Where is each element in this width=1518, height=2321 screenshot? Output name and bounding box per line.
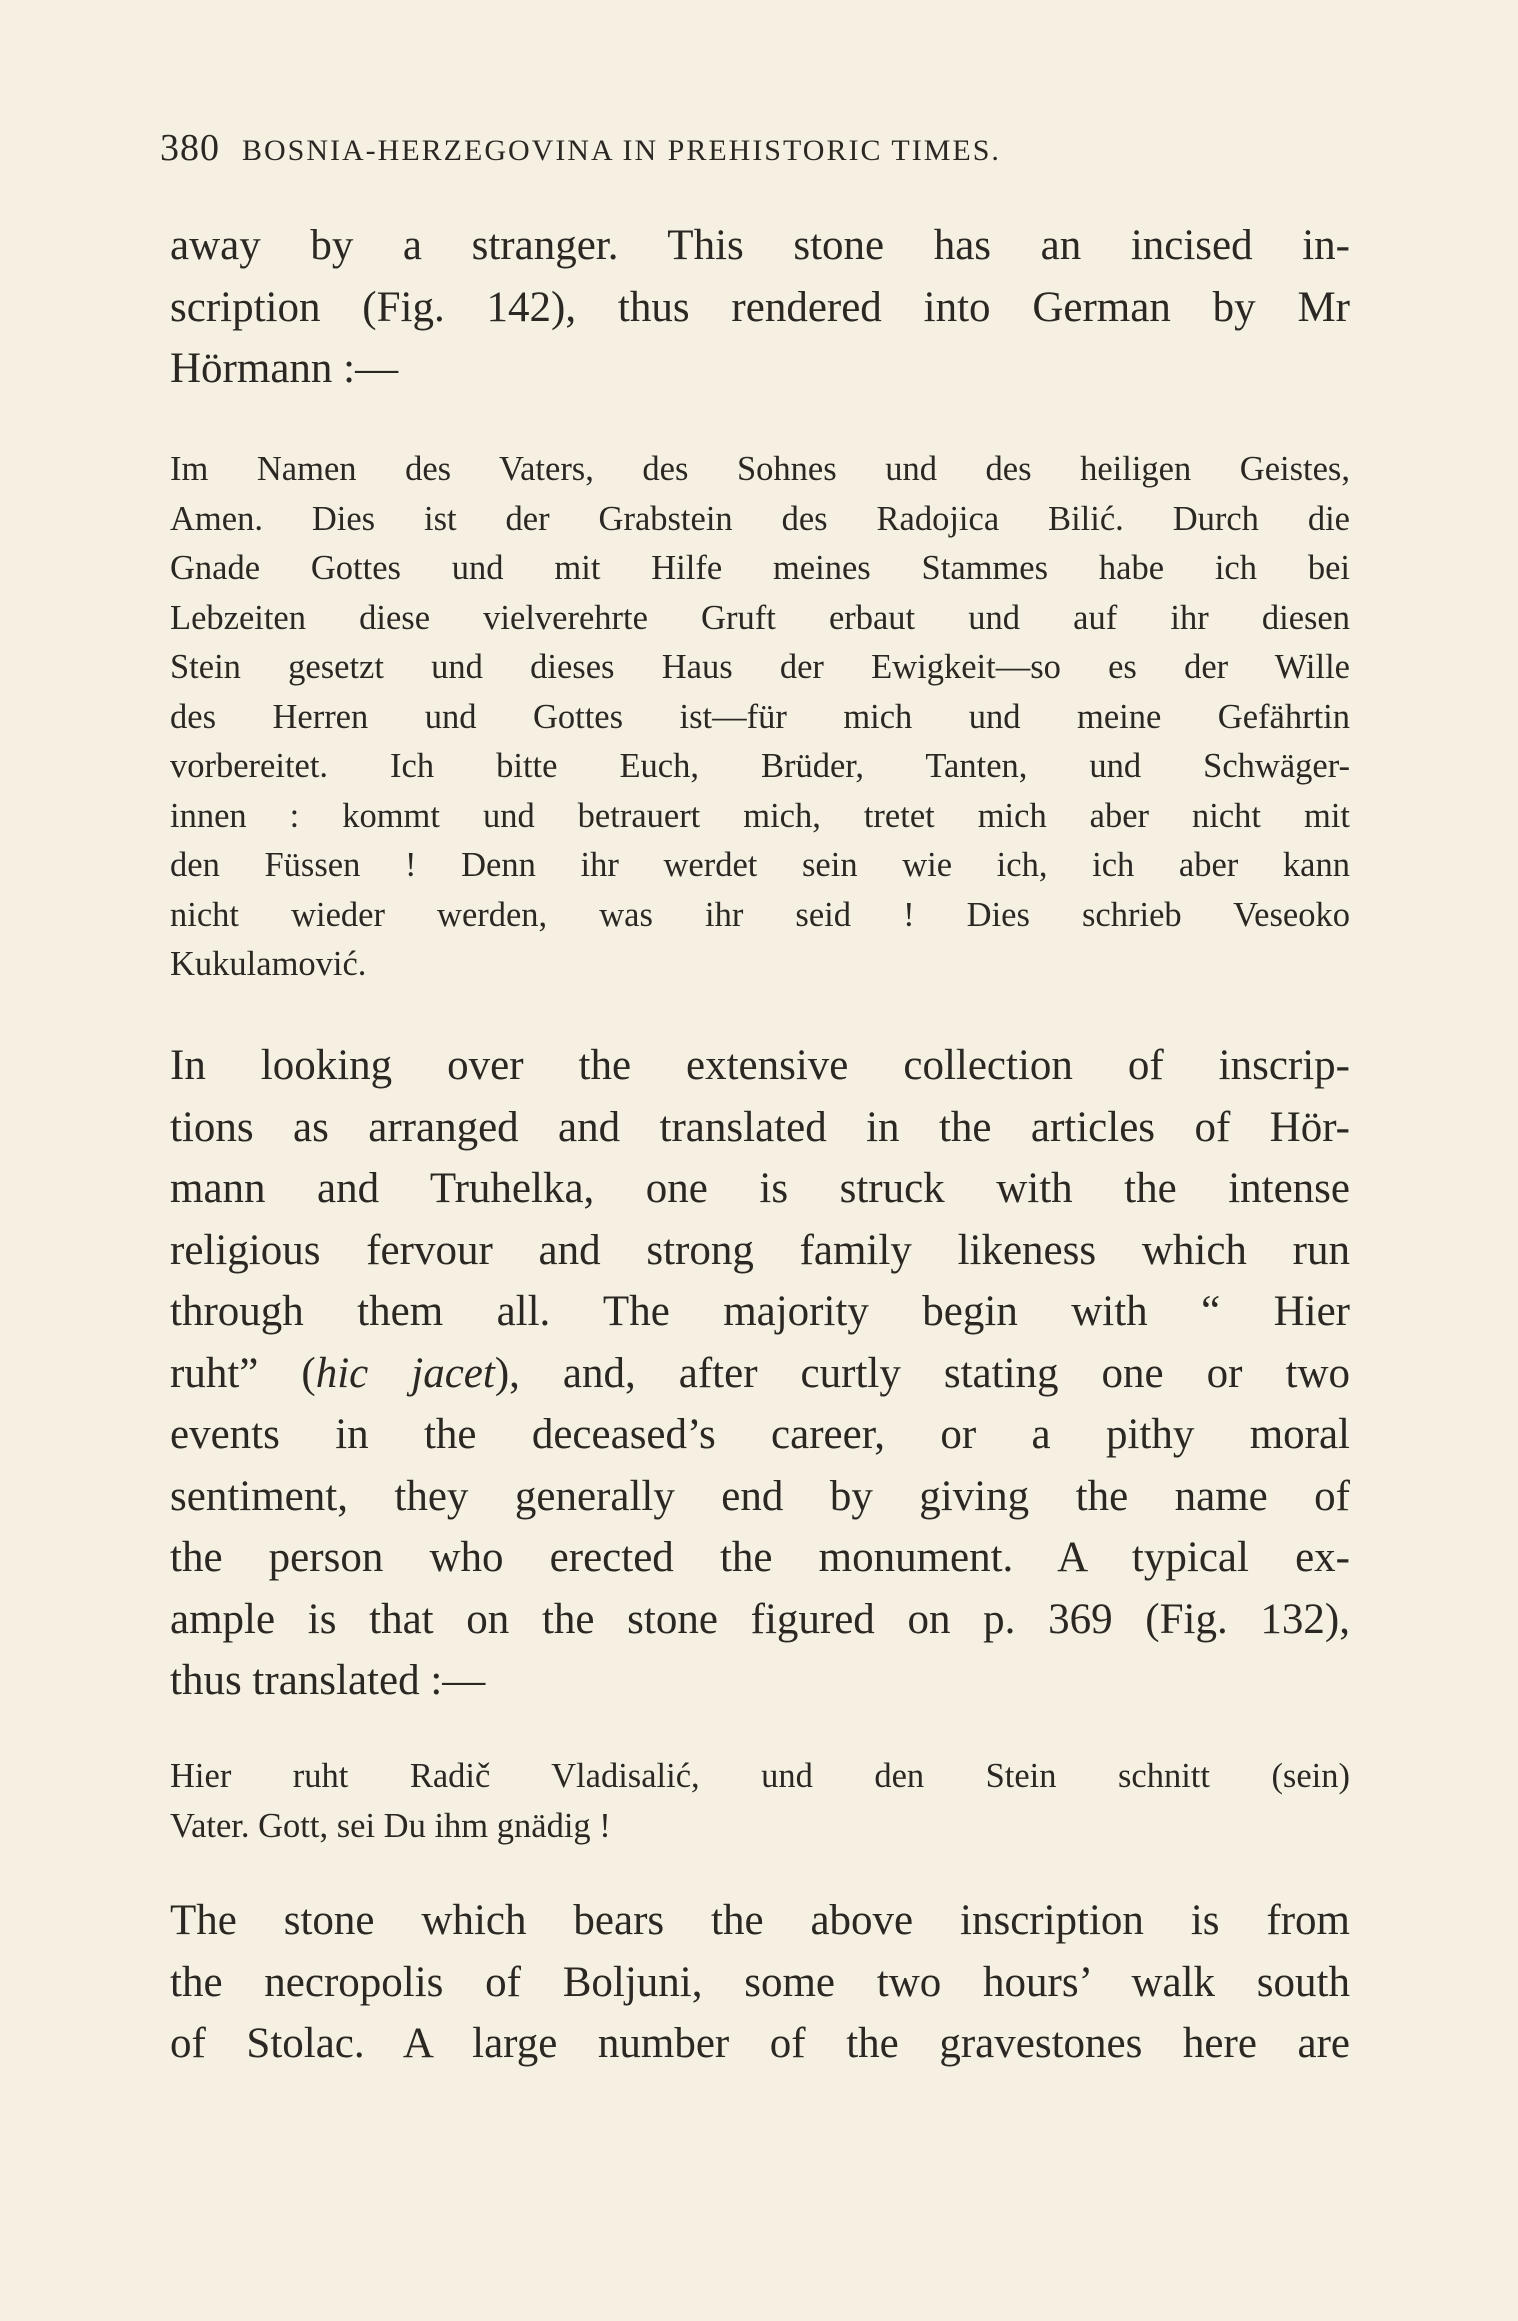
quote-line: nicht wieder werden, was ihr seid ! Dies schrieb Veseoko xyxy=(170,895,1350,934)
text-run: ruht” ( xyxy=(170,1349,316,1397)
text-line: away by a stranger. This stone has an incised in- xyxy=(170,222,1350,269)
quoted-inscription-german xyxy=(170,445,1350,990)
quote-line: vorbereitet. Ich bitte Euch, Brüder, Tanten, und Schwäger- xyxy=(170,747,1350,785)
text-line: tions as arranged and translated in the articles of Hör- xyxy=(170,1103,1350,1151)
italic-phrase: hic jacet xyxy=(315,1349,495,1397)
quote-line: Amen. Dies ist der Grabstein des Radojica Bilić. Durch die xyxy=(170,499,1350,538)
text-line: scription (Fig. 142), thus rendered into German by Mr xyxy=(170,283,1350,331)
text-line: ample is that on the stone figured on p. 369 (Fig. 132), xyxy=(170,1595,1350,1643)
paragraph-3 xyxy=(170,1890,1350,2075)
quote-line: des Herren und Gottes ist—für mich und meine Gefährtin xyxy=(170,697,1350,736)
quote-line: Gnade Gottes und mit Hilfe meines Stammes habe ich bei xyxy=(170,549,1350,587)
text-run: ), and, after curtly stating one or two xyxy=(494,1349,1350,1397)
text-line: mann and Truhelka, one is struck with the intense xyxy=(170,1165,1350,1212)
text-line: sentiment, they generally end by giving the name of xyxy=(170,1472,1350,1520)
text-line: The stone which bears the above inscription is from xyxy=(170,1897,1350,1944)
text-line: events in the deceased’s career, or a pithy moral xyxy=(170,1411,1350,1458)
page-number: 380 xyxy=(160,127,220,169)
running-head xyxy=(160,126,1330,186)
text-line: of Stolac. A large number of the gravestones here are xyxy=(170,2020,1350,2067)
text-line: the person who erected the monument. A typical ex- xyxy=(170,1534,1350,1581)
quote-line: Stein gesetzt und dieses Haus der Ewigkeit—so es der Wille xyxy=(170,648,1350,686)
quote-line: Hier ruht Radič Vladisalić, und den Stein schnitt (sein) xyxy=(170,1757,1350,1795)
text-line: In looking over the extensive collection of inscrip- xyxy=(170,1042,1350,1089)
running-title: BOSNIA-HERZEGOVINA IN PREHISTORIC TIMES. xyxy=(242,134,1001,167)
quote-line: Im Namen des Vaters, des Sohnes und des heiligen Geistes, xyxy=(170,450,1350,488)
quote-line: innen : kommt und betrauert mich, tretet mich aber nicht mit xyxy=(170,796,1350,835)
paragraph-1 xyxy=(170,215,1350,400)
quote-line: den Füssen ! Denn ihr werdet sein wie ich, ich aber kann xyxy=(170,846,1350,884)
text-line: Hörmann :— xyxy=(170,345,399,392)
text-line: the necropolis of Boljuni, some two hours’ walk south xyxy=(170,1958,1350,2006)
quote-line: Vater. Gott, sei Du ihm gnädig ! xyxy=(170,1806,611,1845)
quote-line: Kukulamović. xyxy=(170,945,367,983)
quote-line: Lebzeiten diese vielverehrte Gruft erbaut und auf ihr diesen xyxy=(170,598,1350,637)
text-line-with-italic xyxy=(170,1343,1350,1405)
text-line: thus translated :— xyxy=(170,1657,486,1704)
quoted-inscription-translation xyxy=(170,1752,1350,1851)
text-line: religious fervour and strong family likeness which run xyxy=(170,1226,1350,1274)
text-line: through them all. The majority begin with “ Hier xyxy=(170,1288,1350,1335)
paragraph-2 xyxy=(170,1035,1350,1712)
